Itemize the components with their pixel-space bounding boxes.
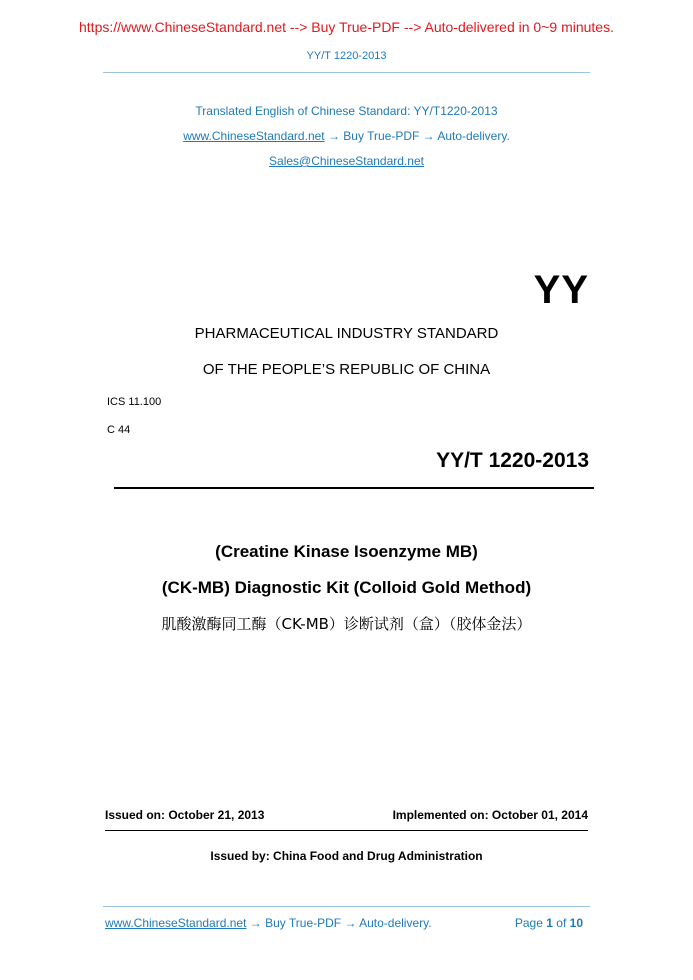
title-chinese: 肌酸激酶同工酶（CK-MB）诊断试剂（盒）（胶体金法） — [161, 615, 532, 633]
standard-category-mark: YY — [533, 268, 589, 312]
dates-divider — [105, 830, 588, 831]
org-line-2: OF THE PEOPLE’S REPUBLIC OF CHINA — [202, 361, 491, 378]
issued-date: Issued on: October 21, 2013 — [105, 808, 265, 822]
page-indicator — [515, 916, 583, 930]
header-divider — [103, 72, 590, 73]
running-header: YY/T 1220-2013 — [306, 50, 387, 62]
promo-banner[interactable]: https://www.ChineseStandard.net --> Buy True-PDF --> Auto-delivered in 0~9 minutes. — [79, 19, 614, 35]
page-total: 10 — [569, 916, 583, 930]
title-line-2: (CK-MB) Diagnostic Kit (Colloid Gold Method) — [161, 578, 532, 597]
issuing-authority: Issued by: China Food and Drug Administration — [210, 849, 483, 863]
purchase-line — [0, 129, 693, 143]
ics-code: ICS 11.100 — [107, 396, 162, 408]
page-current: 1 — [546, 916, 553, 930]
standard-number: YY/T 1220-2013 — [436, 449, 589, 472]
of-label: of — [556, 916, 567, 930]
translation-note: Translated English of Chinese Standard: YY/T1220-2013 — [195, 104, 498, 118]
footer-purchase-text: → Buy True-PDF → Auto-delivery. — [246, 916, 432, 930]
page-label: Page — [514, 916, 543, 930]
footer-divider — [103, 906, 590, 907]
implemented-date: Implemented on: October 01, 2014 — [392, 808, 588, 822]
title-line-1: (Creatine Kinase Isoenzyme MB) — [215, 542, 478, 561]
site-link[interactable]: www.ChineseStandard.net — [183, 129, 325, 143]
purchase-text: → Buy True-PDF → Auto-delivery. — [324, 129, 510, 143]
org-line-1: PHARMACEUTICAL INDUSTRY STANDARD — [194, 325, 499, 342]
title-divider — [114, 487, 594, 489]
footer-purchase-line — [105, 916, 432, 930]
footer-site-link[interactable]: www.ChineseStandard.net — [105, 916, 247, 930]
email-line — [0, 154, 693, 168]
ccs-code: C 44 — [107, 424, 131, 436]
sales-email-link[interactable]: Sales@ChineseStandard.net — [269, 154, 424, 168]
